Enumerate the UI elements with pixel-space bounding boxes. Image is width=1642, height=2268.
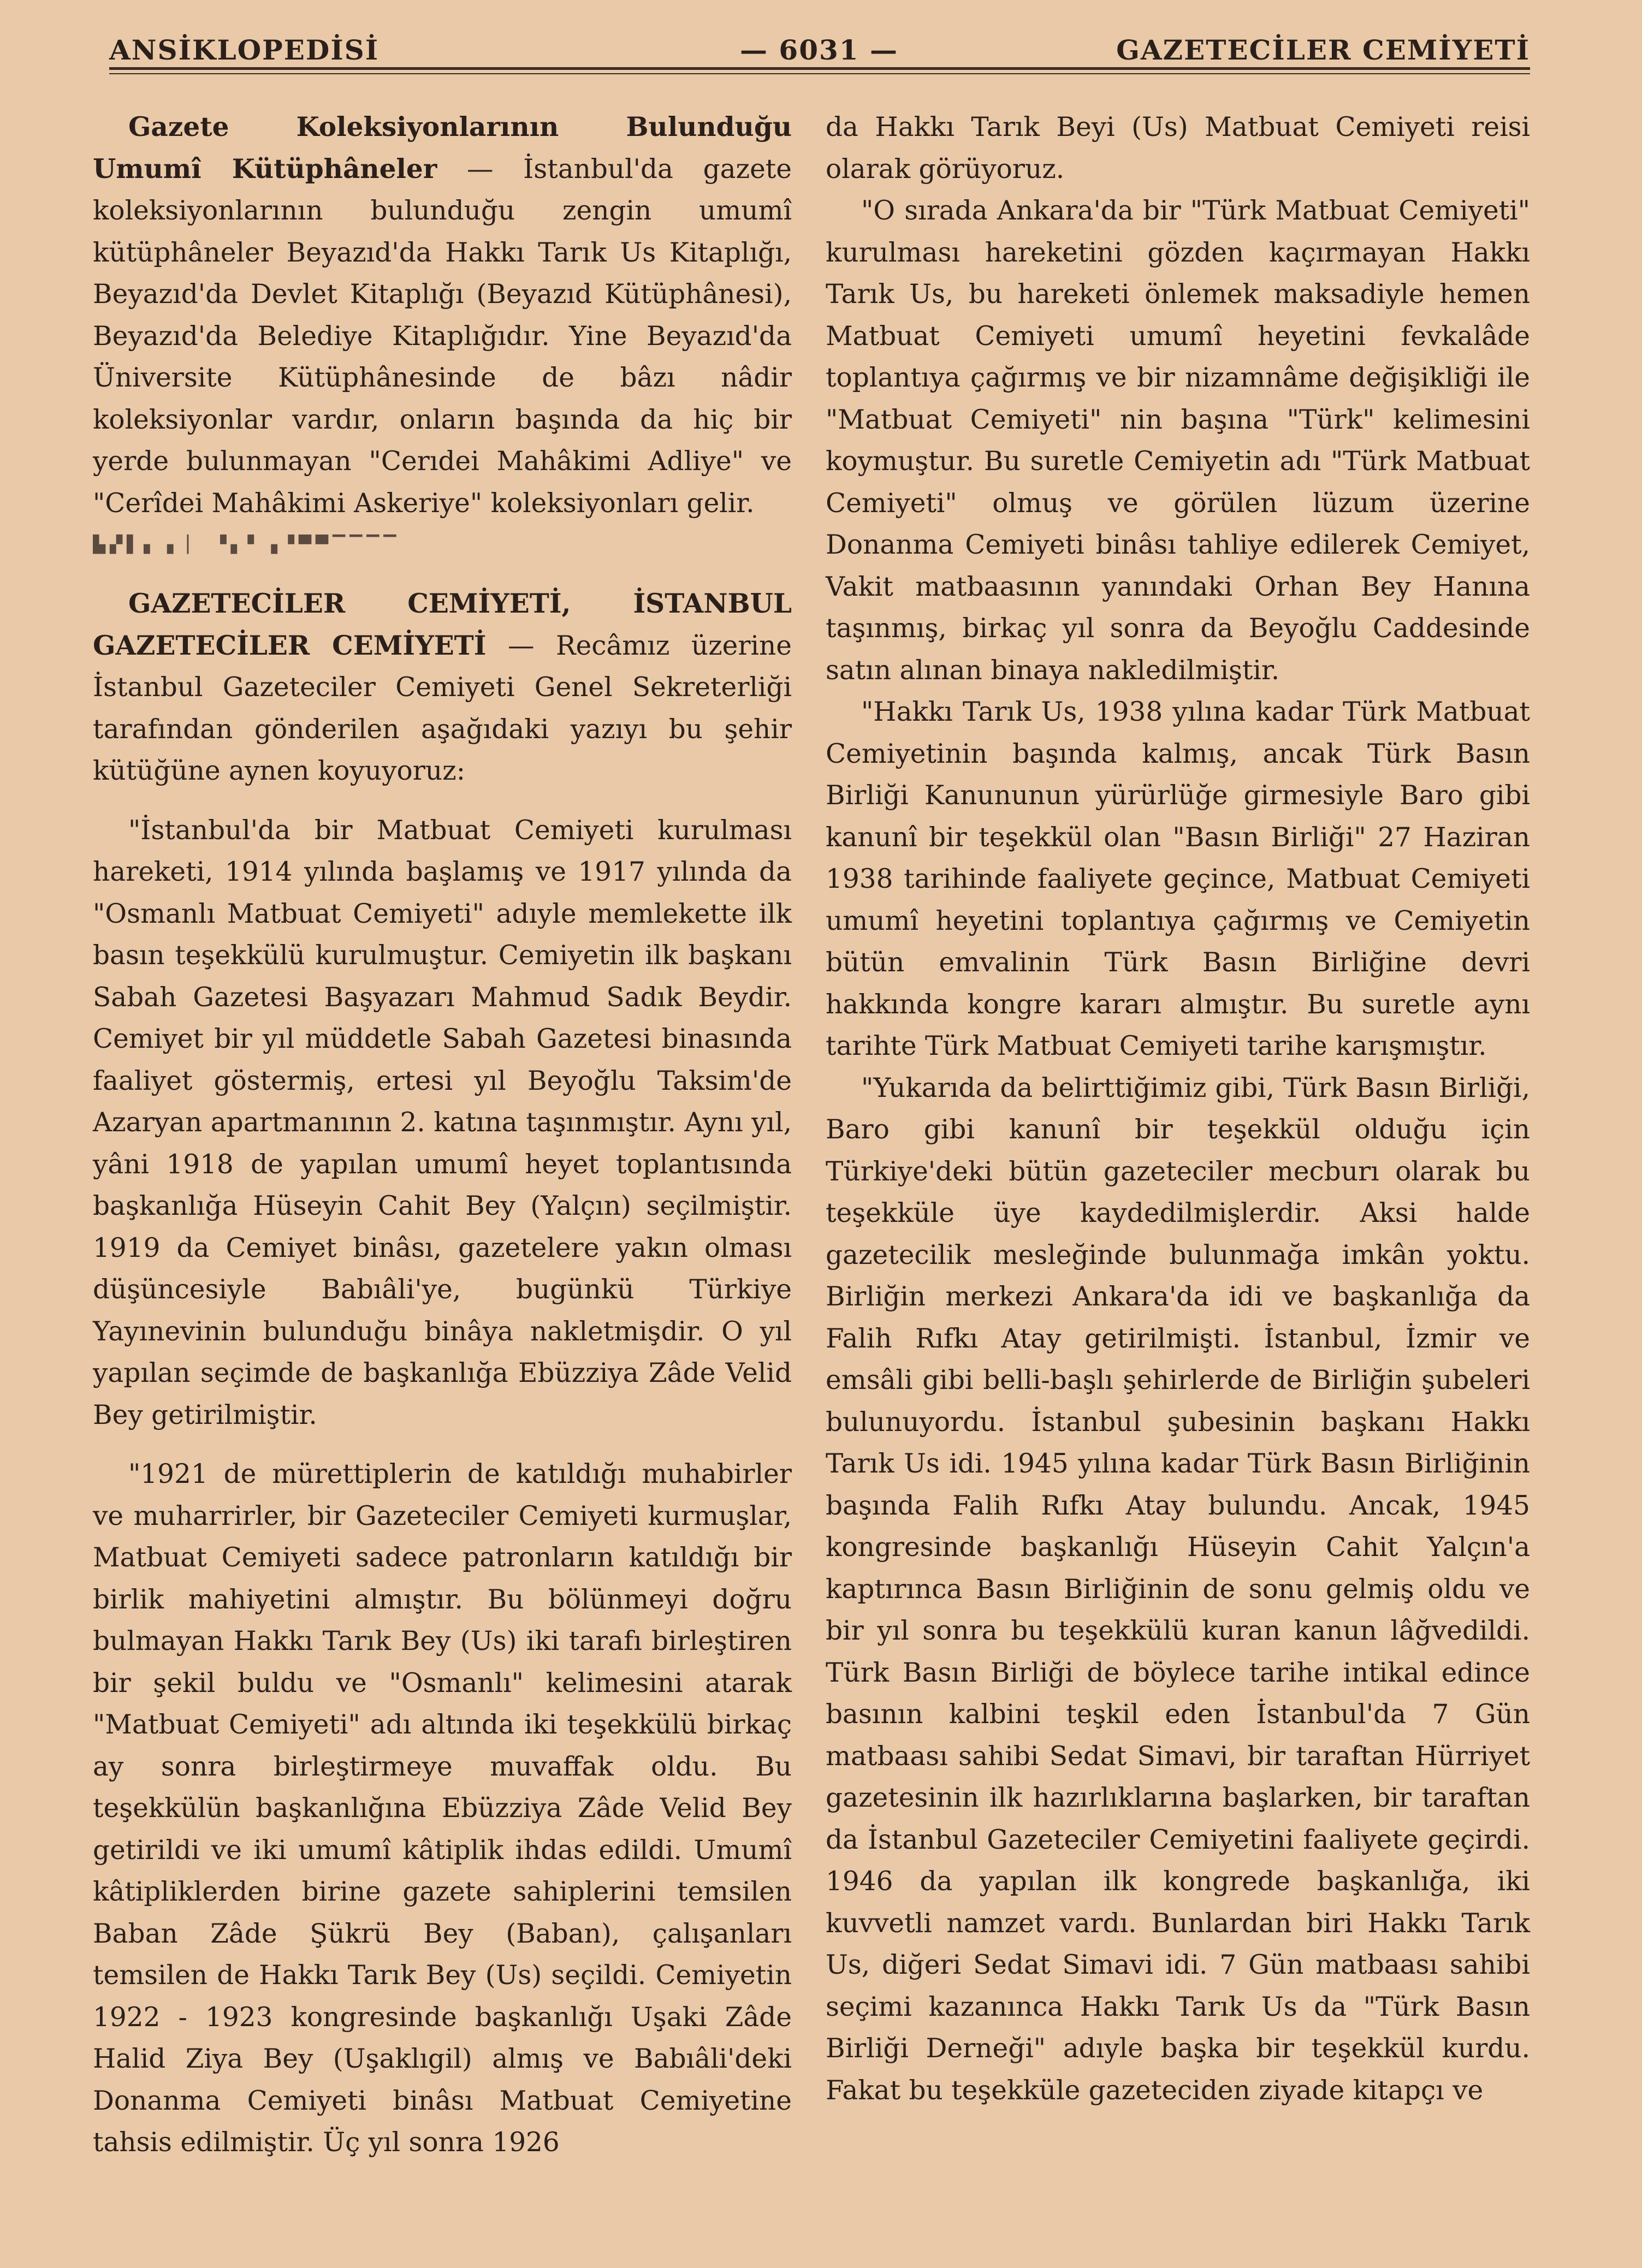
paragraph-1938: "Hakkı Tarık Us, 1938 yılına kadar Türk Matbuat Cemiyetinin başında kalmış, ancak Türk Basın Birliği Kanununun yürürlüğe girmesiyle Baro gibi kanunî bir teşekkül olan "Basın Birliği" 27 Haziran 1938 tarihinde faaliyete geçince, Matbuat Cemiyeti umumî heyetini toplantıya çağırmış ve Cemiyetin bütün emvalinin Türk Basın Birliğine devri hakkında kongre kararı almıştır. Bu suretle aynı tarihte Türk Matbuat Cemiyeti tarihe karışmıştır. (826, 697, 1530, 1061)
left-column (93, 106, 792, 2159)
entry-heading-gazeteciler: GAZETECİLER CEMİYETİ, İSTANBUL GAZETECİLER CEMİYETİ (93, 588, 792, 661)
entry-heading-libraries: Gazete Koleksiyonlarının Bulunduğu Umumî Kütüphâneler (93, 111, 792, 185)
page-number: — 6031 — (740, 34, 898, 66)
paragraph-ankara: "O sırada Ankara'da bir "Türk Matbuat Cemiyeti" kurulması hareketini gözden kaçırmayan Hakkı Tarık Us, bu hareketi önlemek maksadiyle hemen Matbuat Cemiyeti umumî heyetini fevkalâde toplantıya çağırmış ve bir nizamnâme değişikliği ile "Matbuat Cemiyeti" nin başına "Türk" kelimesini koymuştur. Bu suretle Cemiyetin adı "Türk Matbuat Cemiyeti" olmuş ve görülen lüzum üzerine Donanma Cemiyeti binâsı tahliye edilerek Cemiyet, Vakit matbaasının yanındaki Orhan Bey Hanına taşınmış, birkaç yıl sonra da Beyoğlu Caddesinde satın alınan binaya nakledilmiştir. (826, 195, 1530, 686)
paragraph-basin-birligi: "Yukarıda da belirttiğimiz gibi, Türk Basın Birliği, Baro gibi kanunî bir teşekkül olduğu için Türkiye'deki bütün gazeteciler mecburı olarak bu teşekküle üye kaydedilmişlerdir. Aksi halde gazetecilik mesleğinde bulunmağa imkân yoktu. Birliğin merkezi Ankara'da idi ve başkanlığa da Falih Rıfkı Atay getirilmişti. İstanbul, İzmir ve emsâli gibi belli-başlı şehirlerde de Birliğin şubeleri bulunuyordu. İstanbul şubesinin başkanı Hakkı Tarık Us idi. 1945 yılına kadar Türk Basın Birliğinin başında Falih Rıfkı Atay bulundu. Ancak, 1945 kongresinde başkanlığı Hüseyin Cahit Yalçın'a kaptırınca Basın Birliğinin de sonu gelmiş oldu ve bir yıl sonra bu teşekkülü kuran kanun lâğvedildi. Türk Basın Birliği de böylece tarihe intikal edince basının kalbini teşkil eden İstanbul'da 7 Gün matbaası sahibi Sedat Simavi, bir taraftan Hürriyet gazetesinin ilk hazırlıklarına başlarken, bir taraftan da İstanbul Gazeteciler Cemiyetini faaliyete geçirdi. 1946 da yapılan ilk kongrede başkanlığa, iki kuvvetli namzet vardı. Bunlardan biri Hakkı Tarık Us, diğeri Sedat Simavi idi. 7 Gün matbaası sahibi seçimi kazanınca Hakkı Tarık Us da "Türk Basın Birliği Derneği" adıyle başka bir teşekkül kurdu. Fakat bu teşekküle gazeteciden ziyade kitapçı ve (826, 1072, 1530, 2106)
running-header (109, 27, 1530, 66)
print-mark: ▙▞▌▖▗ ▏ ▝▖▘▗▝▀▀▔▔▔▔ (93, 535, 401, 554)
paragraph-entry-intro (93, 583, 792, 792)
header-rule-thin (109, 73, 1530, 74)
header-rule (109, 67, 1530, 70)
paragraph-history-1921: "1921 de mürettiplerin de katıldığı muhabirler ve muharrirler, bir Gazeteciler Cemiyeti kurmuşlar, Matbuat Cemiyeti sadece patronların katıldığı bir birlik mahiyetini almıştır. Bu bölünmeyi doğru bulmayan Hakkı Tarık Bey (Us) iki tarafı birleştiren bir şekil buldu ve "Osmanlı" kelimesini atarak "Matbuat Cemiyeti" adı altında iki teşekkülü birkaç ay sonra birleştirmeye muvaffak oldu. Bu teşekkülün başkanlığına Ebüzziya Zâde Velid Bey getirildi ve iki umumî kâtiplik ihdas edildi. Umumî kâtipliklerden birine gazete sahiplerini temsilen Baban Zâde Şükrü Bey (Baban), çalışanları temsilen de Hakkı Tarık Bey (Us) seçildi. Cemiyetin 1922 - 1923 kongresinde başkanlığı Uşaki Zâde Halid Ziya Bey (Uşaklıgil) almış ve Babıâli'deki Donanma Cemiyeti binâsı Matbuat Cemiyetine tahsis edilmiştir. Üç yıl sonra 1926 (93, 1459, 792, 2158)
paragraph-text: — Recâmız üzerine İstanbul Gazeteciler Cemiyeti Genel Sekreterliği tarafından gönderilen aşağıdaki yazıyı bu şehir kütüğüne aynen koyuyoruz: (93, 630, 792, 786)
header-right: GAZETECİLER CEMİYETİ (1116, 34, 1530, 66)
paragraph-text: — İstanbul'da gazete koleksiyonlarının bulunduğu zengin umumî kütüphâneler Beyazıd'da Hakkı Tarık Us Kitaplığı, Beyazıd'da Devlet Kitaplığı (Beyazıd Kütüphânesi), Beyazıd'da Belediye Kitaplığıdır. Yine Beyazıd'da Üniversite Kütüphânesinde de bâzı nâdir koleksiyonlar vardır, onların başında da hiç bir yerde bulunmayan "Cerıdei Mahâkimi Adliye" ve "Cerîdei Mahâkimi Askeriye" koleksiyonları gelir. (93, 153, 792, 519)
right-column (826, 106, 1530, 2159)
header-left: ANSİKLOPEDİSİ (109, 34, 380, 66)
paragraph-libraries (93, 106, 792, 524)
paragraph-continued: da Hakkı Tarık Beyi (Us) Matbuat Cemiyeti reisi olarak görüyoruz. (826, 112, 1530, 185)
paragraph-history-1914: "İstanbul'da bir Matbuat Cemiyeti kurulması hareketi, 1914 yılında başlamış ve 1917 yılında da "Osmanlı Matbuat Cemiyeti" adıyle memlekette ilk basın teşekkülü kurulmuştur. Cemiyetin ilk başkanı Sabah Gazetesi Başyazarı Mahmud Sadık Beydir. Cemiyet bir yıl müddetle Sabah Gazetesi binasında faaliyet göstermiş, ertesi yıl Beyoğlu Taksim'de Azaryan apartmanının 2. katına taşınmıştır. Aynı yıl, yâni 1918 de yapılan umumî heyet toplantısında başkanlığa Hüseyin Cahit Bey (Yalçın) seçilmiştir. 1919 da Cemiyet binâsı, gazetelere yakın olması düşüncesiyle Babıâli'ye, bugünkü Türkiye Yayınevinin bulunduğu binâya nakletmişdir. O yıl yapılan seçimde de başkanlığa Ebüzziya Zâde Velid Bey getirilmiştir. (93, 815, 792, 1430)
